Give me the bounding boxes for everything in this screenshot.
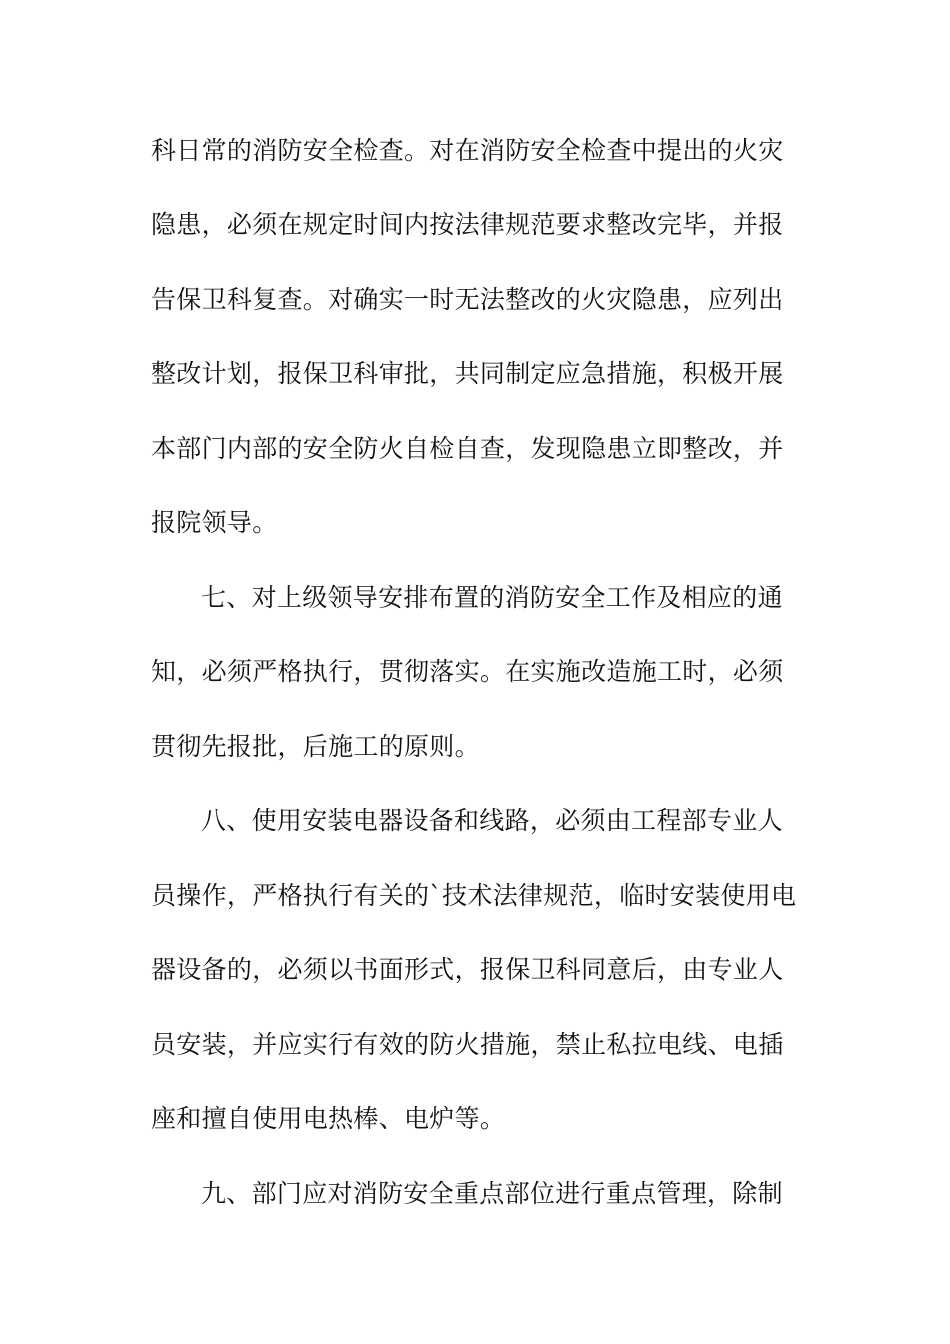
text-line: 整改计划，报保卫科审批，共同制定应急措施，积极开展	[151, 359, 784, 388]
text-line: 告保卫科复查。对确实一时无法整改的火灾隐患，应列出	[151, 285, 784, 314]
paragraph-start-line: 七、对上级领导安排布置的消防安全工作及相应的通	[201, 583, 783, 612]
text-line: 器设备的，必须以书面形式，报保卫科同意后，由专业人	[151, 955, 784, 984]
text-line: 隐患，必须在规定时间内按法律规范要求整改完毕，并报	[151, 210, 784, 239]
paragraph-start-line: 八、使用安装电器设备和线路，必须由工程部专业人	[201, 806, 783, 835]
text-line: 座和擅自使用电热棒、电炉等。	[151, 1104, 506, 1133]
paragraph-start-line: 九、部门应对消防安全重点部位进行重点管理，除制	[201, 1179, 783, 1208]
text-line: 科日常的消防安全检查。对在消防安全检查中提出的火灾	[151, 136, 784, 165]
text-line: 本部门内部的安全防火自检自查，发现隐患立即整改，并	[151, 434, 784, 463]
text-line: 员操作，严格执行有关的`技术法律规范，临时安装使用电	[151, 881, 797, 910]
text-line: 知，必须严格执行，贯彻落实。在实施改造施工时，必须	[151, 657, 784, 686]
text-line: 报院领导。	[151, 508, 278, 537]
text-line: 员安装，并应实行有效的防火措施，禁止私拉电线、电插	[151, 1030, 784, 1059]
text-line: 贯彻先报批，后施工的原则。	[151, 732, 480, 761]
